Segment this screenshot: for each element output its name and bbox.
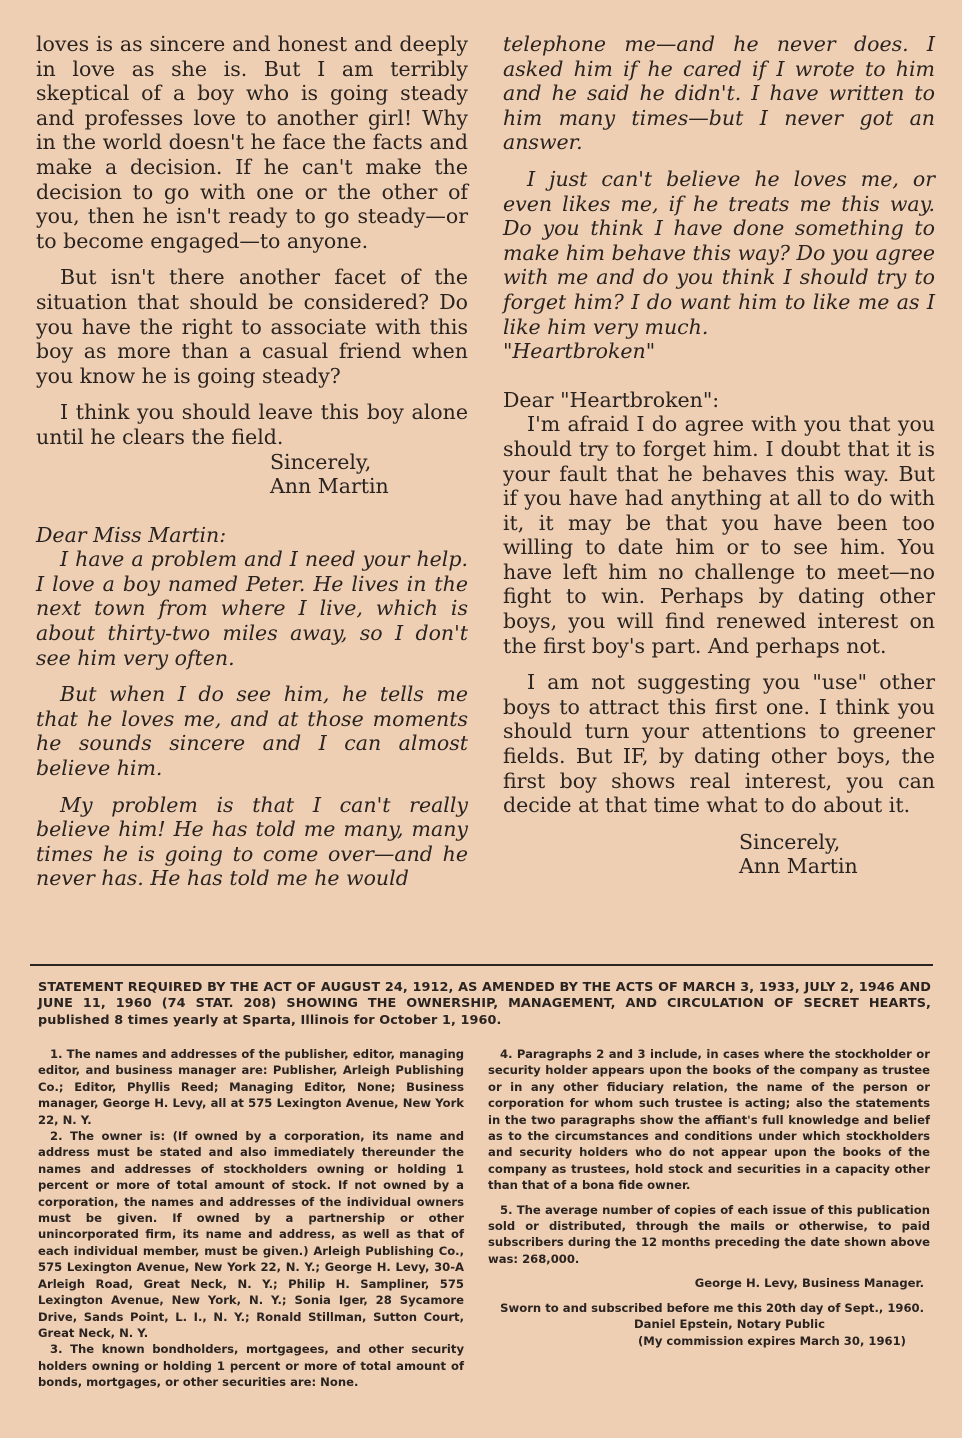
closing-sincerely-right: Sincerely, <box>739 829 841 854</box>
statement-notary: Daniel Epstein, Notary Public <box>634 1317 825 1332</box>
advice-paragraph-2: But isn't there another facet of the situation that should be considered? Do you have the right to associate with this boy as more than a casual friend when you know he is going steady? <box>36 265 468 388</box>
signature-ann-martin-right: Ann Martin <box>739 854 858 879</box>
advice-paragraph-1: loves is as sincere and honest and deeply in love as she is. But I am terribly skeptical of a boy who is going steady and professes love to another girl! Why in the world doesn't he face the facts and make a decision. If he can't make the decision to go with one or the other of you, then he isn't ready to go steady—or to become engaged—to anyone. <box>36 32 468 253</box>
advice-paragraph-3: I think you should leave this boy alone until he clears the field. <box>36 400 468 449</box>
statement-right-column <box>488 1046 930 1349</box>
ownership-statement-heading: STATEMENT REQUIRED BY THE ACT OF AUGUST 24, 1912, AS AMENDED BY THE ACTS OF MARCH 3, 1933, JULY 2, 1946 AND JUNE 11, 1960 (74 STAT. 208) SHOWING THE OWNERSHIP, MANAGEMENT, AND CIRCULATION OF SECRET HEARTS, published 8 times yearly at Sparta, Illinois for October 1, 1960. <box>38 980 931 1028</box>
letter-paragraph-4: I just can't believe he loves me, or even likes me, if he treats me this way. Do you think I have done something to make him behave this way? Do you agree with me and do you think I should try to forget him? I do want him to like me as I like him very much. <box>503 166 935 339</box>
letter-signature-heartbroken: "Heartbroken" <box>503 339 656 364</box>
letter-paragraph-3: My problem is that I can't really believe him! He has told me many, many times he is going to come over—and he never has. He has told me he would <box>36 792 468 891</box>
statement-left-column <box>38 1046 464 1391</box>
letter-paragraph-2: But when I do see him, he tells me that he loves me, and at those moments he sounds sincere and I can almost believe him. <box>36 682 468 781</box>
letter-paragraph-1: I have a problem and I need your help. I love a boy named Peter. He lives in the next town from where I live, which is about thirty-two miles away, so I don't see him very often. <box>36 547 468 670</box>
statement-item-1: 1. The names and addresses of the publisher, editor, managing editor, and business manager are: Publisher, Arleigh Publishing Co.; Editor, Phyllis Reed; Managing Editor, None; Business manager, George H. Levy, all at 575 Lexington Avenue, New York 22, N. Y. <box>38 1047 464 1127</box>
letter-paragraph-3-continued: telephone me—and he never does. I asked him if he cared if I wrote to him and he said he didn't. I have written to him many times—but I never got an answer. <box>503 32 935 155</box>
right-column <box>503 32 935 879</box>
reply-paragraph-1: I'm afraid I do agree with you that you should try to forget him. I doubt that it is your fault that he behaves this way. But if you have had anything at all to do with it, it may be that you have been too willing to date him or to see him. You have left him no challenge to meet—no fight to win. Perhaps by dating other boys, you will find renewed interest on the first boy's part. And perhaps not. <box>503 412 935 658</box>
section-divider <box>30 964 933 966</box>
right-signoff <box>503 830 935 879</box>
reply-paragraph-2: I am not suggesting you "use" other boys to attract this first one. I think you should turn your attentions to greener fields. But IF, by dating other boys, the first boy shows real interest, you can decide at that time what to do about it. <box>503 670 935 818</box>
letter-salutation: Dear Miss Martin: <box>36 522 227 547</box>
statement-item-3: 3. The known bondholders, mortgagees, and other security holders owning or holding 1 percent or more of total amount of bonds, mortgages, or other securities are: None. <box>38 1342 464 1390</box>
left-signoff <box>36 450 468 499</box>
reply-salutation: Dear "Heartbroken": <box>503 387 720 412</box>
closing-sincerely: Sincerely, <box>270 449 372 474</box>
statement-sworn: Sworn to and subscribed before me this 20th day of Sept., 1960. <box>500 1300 924 1315</box>
statement-signer: George H. Levy, Business Manager. <box>694 1276 924 1291</box>
left-column <box>36 32 468 891</box>
statement-item-2: 2. The owner is: (If owned by a corporation, its name and address must be stated and also immediately thereunder the names and addresses of stockholders owning or holding 1 percent or more of total amount of stock. If not owned by a corporation, the names and addresses of the individual owners must be given. If owned by a partnership or other unincorporated firm, its name and address, as well as that of each individual member, must be given.) Arleigh Publishing Co., 575 Lexington Avenue, New York 22, N. Y.; George H. Levy, 30-A Arleigh Road, Great Neck, N. Y.; Philip H. Sampliner, 575 Lexington Avenue, New York, N. Y.; Sonia Iger, 28 Sycamore Drive, Sands Point, L. I., N. Y.; Ronald Stillman, Sutton Court, Great Neck, N. Y. <box>38 1129 464 1340</box>
statement-item-4: 4. Paragraphs 2 and 3 include, in cases where the stockholder or security holder appears upon the books of the company as trustee or in any other fiduciary relation, the name of the person or corporation for whom such trustee is acting; also the statements in the two paragraphs show the affiant's full knowledge and belief as to the circumstances and conditions under which stockholders and security holders who do not appear upon the books of the company as trustees, hold stock and securities in a capacity other than that of a bona fide owner. <box>488 1047 930 1193</box>
statement-item-5: 5. The average number of copies of each issue of this publication sold or distributed, through the mails or otherwise, to paid subscribers during the 12 months preceding the date shown above was: 268,000. <box>488 1202 930 1266</box>
signature-ann-martin: Ann Martin <box>270 474 389 499</box>
statement-commission: (My commission expires March 30, 1961) <box>638 1333 906 1348</box>
